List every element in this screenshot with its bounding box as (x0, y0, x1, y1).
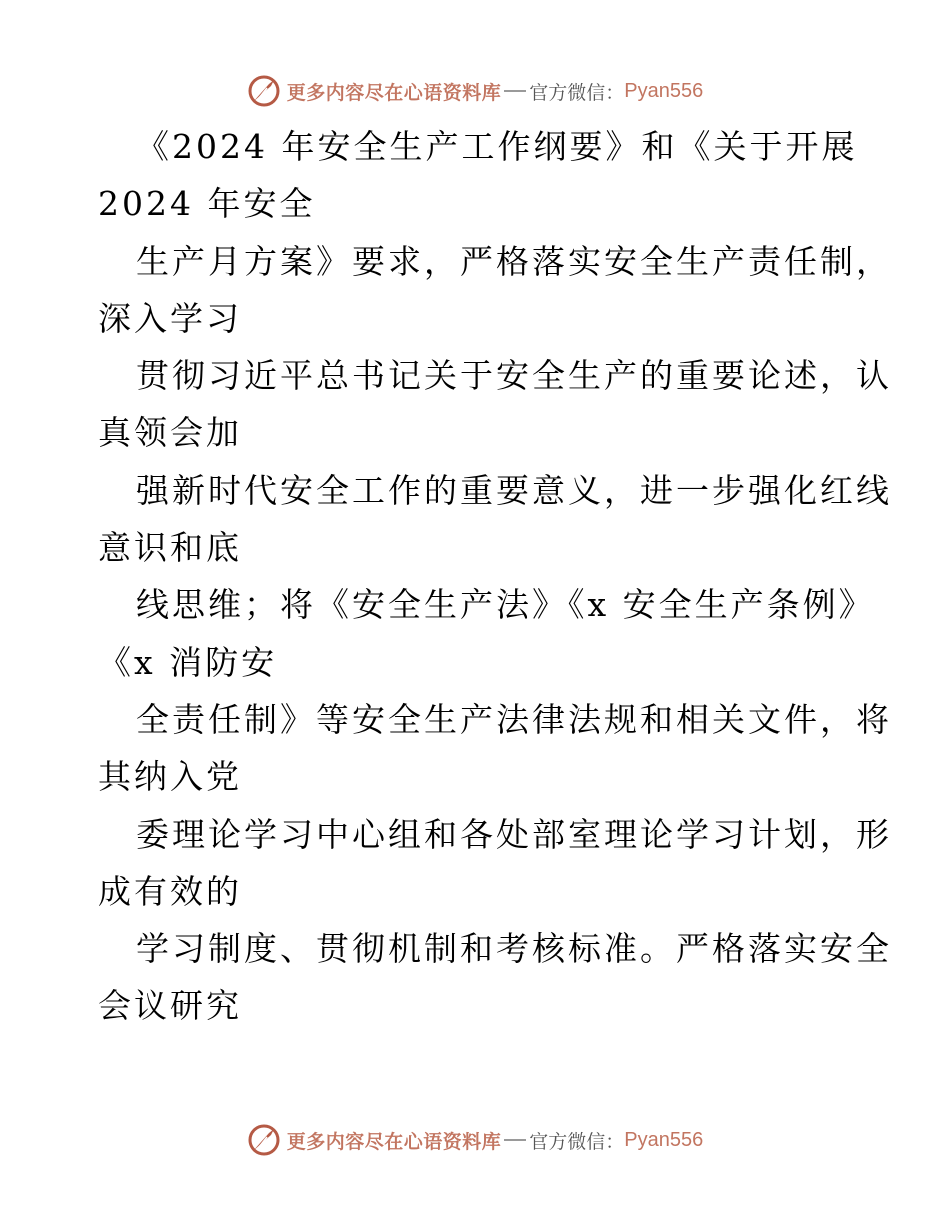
text-line: 深入学习 (98, 298, 242, 338)
text-line: 意识和底 (98, 528, 242, 568)
brand-text: 更多内容尽在心语资料库 (286, 81, 502, 104)
text-line: 《x 消防安 (98, 642, 278, 682)
text-line: 会议研究 (98, 986, 242, 1026)
text-line: 贯彻习近平总书记关于安全生产的重要论述，认 (136, 356, 892, 396)
footer-watermark-banner (0, 1120, 950, 1160)
brand-text: 更多内容尽在心语资料库 (286, 1130, 502, 1153)
dash-separator (504, 90, 526, 92)
text-line: 学习制度、贯彻机制和考核标准。严格落实安全 (136, 929, 892, 969)
text-line: 真领会加 (98, 413, 242, 453)
text-line: 其纳入党 (98, 757, 242, 797)
text-line: 全责任制》等安全生产法律法规和相关文件，将 (136, 699, 892, 739)
quill-pen-circle-icon (247, 1123, 281, 1157)
dash-separator (504, 1139, 526, 1141)
text-line: 《2024 年安全生产工作纲要》和《关于开展 (136, 127, 858, 166)
text-line: 委理论学习中心组和各处部室理论学习计划，形 (136, 814, 892, 854)
quill-pen-circle-icon (247, 74, 281, 108)
text-line: 生产月方案》要求，严格落实安全生产责任制， (136, 241, 892, 281)
wechat-id: Pyan556 (624, 1128, 704, 1151)
official-wechat-label: 官方微信： (529, 81, 625, 104)
header-watermark-banner (0, 71, 950, 111)
text-line: 强新时代安全工作的重要意义，进一步强化红线 (136, 470, 892, 510)
document-body (98, 118, 892, 1035)
text-line: 成有效的 (98, 871, 242, 911)
wechat-id: Pyan556 (624, 79, 704, 102)
text-line: 2024 年安全 (98, 184, 316, 224)
official-wechat-label: 官方微信： (529, 1130, 625, 1153)
text-line: 线思维；将《安全生产法》《x 安全生产条例》 (136, 585, 875, 625)
